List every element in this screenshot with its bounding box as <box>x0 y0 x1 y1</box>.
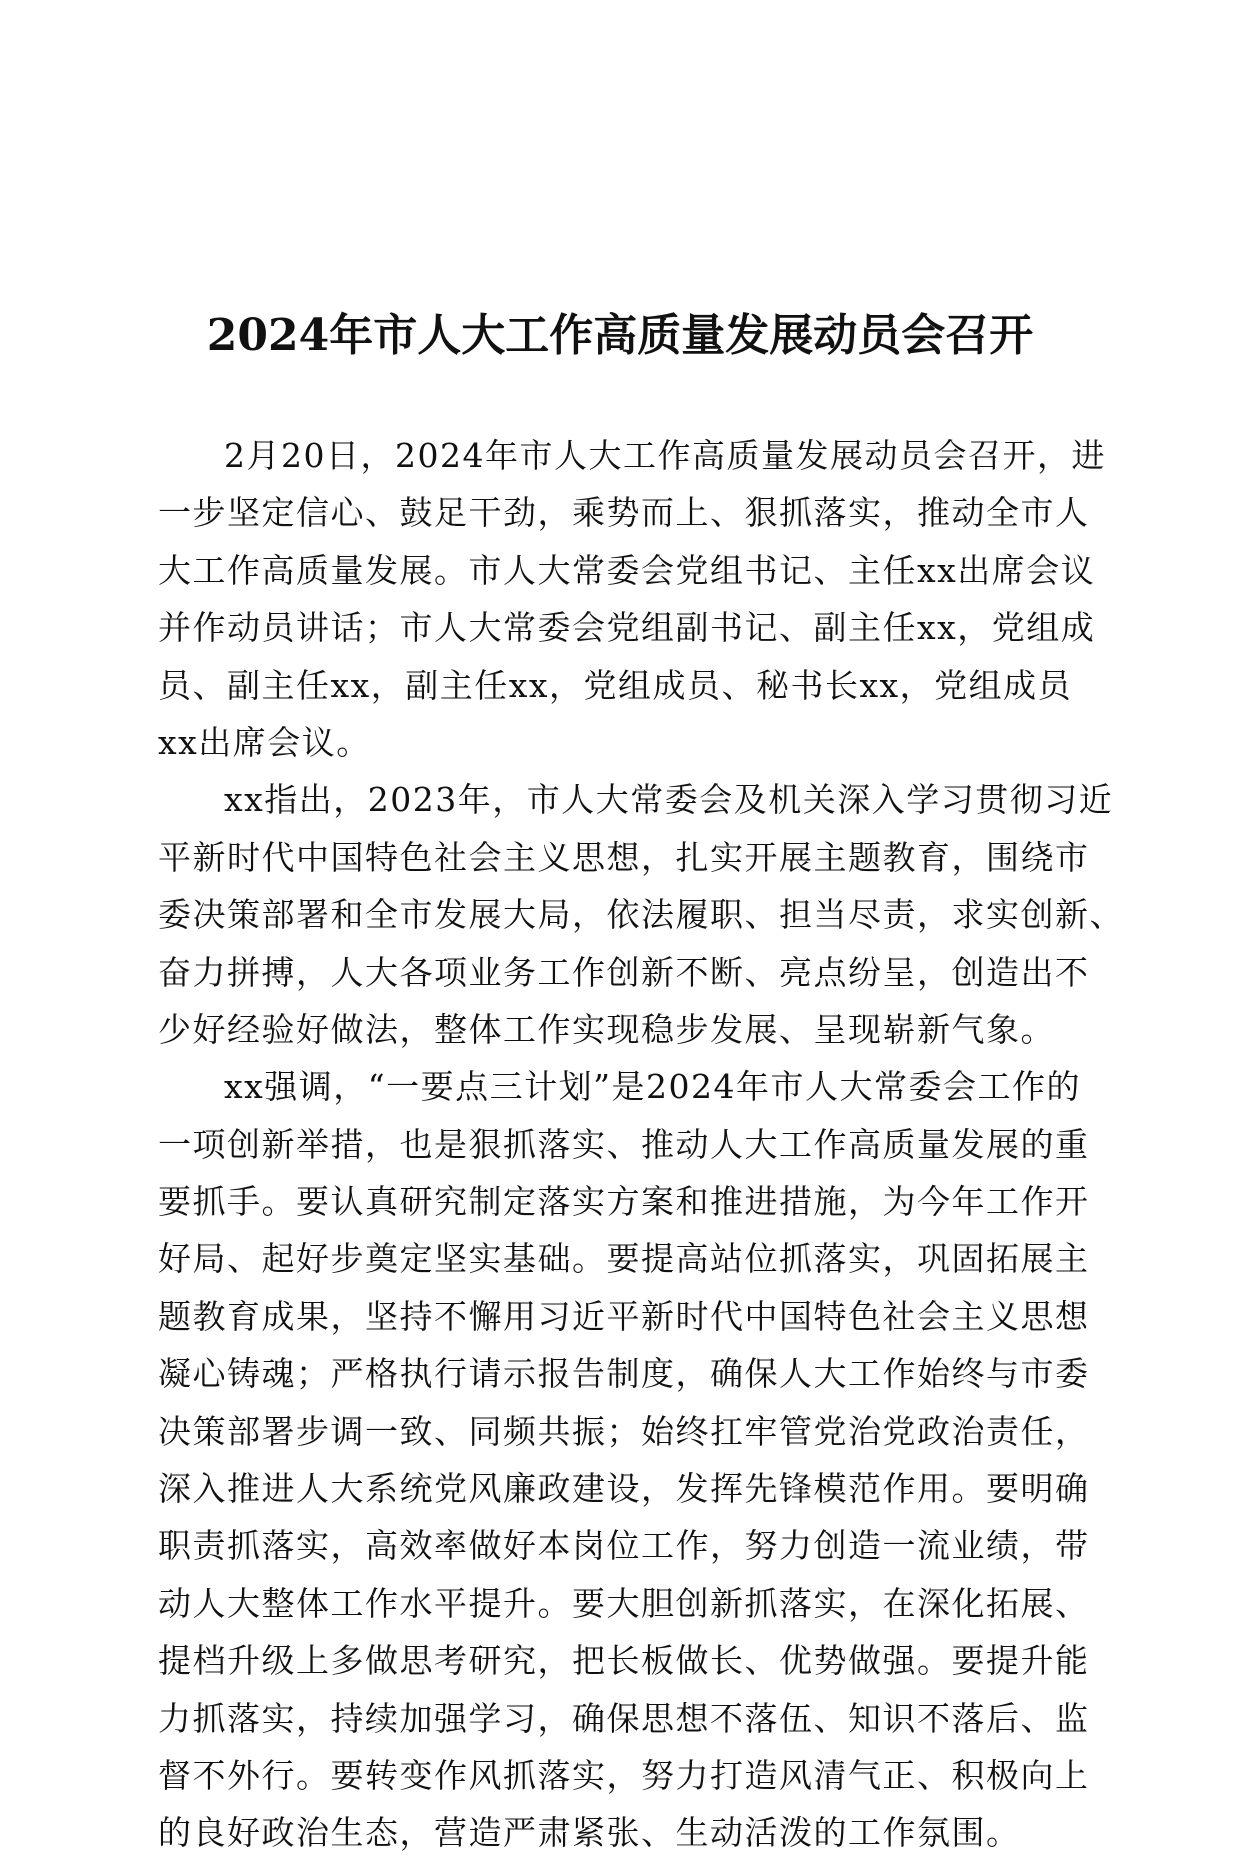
text-line: 一项创新举措，也是狠抓落实、推动人大工作高质量发展的重 <box>158 1124 1090 1164</box>
document-body <box>158 427 1124 1862</box>
text-line: 提档升级上多做思考研究，把长板做长、优势做强。要提升能 <box>158 1641 1090 1681</box>
text-line: 力抓落实，持续加强学习，确保思想不落伍、知识不落后、监 <box>158 1698 1090 1738</box>
document-title: 2024年市人大工作高质量发展动员会召开 <box>206 310 1034 361</box>
text-line: 要抓手。要认真研究制定落实方案和推进措施，为今年工作开 <box>158 1182 1090 1222</box>
text-line: 凝心铸魂；严格执行请示报告制度，确保人大工作始终与市委 <box>158 1354 1090 1394</box>
text-line: 的良好政治生态，营造严肃紧张、生动活泼的工作氛围。 <box>158 1813 1021 1853</box>
text-line: 员、副主任xx，副主任xx，党组成员、秘书长xx，党组成员 <box>158 665 1073 705</box>
text-line: 好局、起好步奠定坚实基础。要提高站位抓落实，巩固拓展主 <box>158 1239 1090 1279</box>
text-line: 深入推进人大系统党风廉政建设，发挥先锋模范作用。要明确 <box>158 1469 1090 1509</box>
text-line: 2月20日，2024年市人大工作高质量发展动员会召开，进 <box>224 436 1106 475</box>
text-line: 少好经验好做法，整体工作实现稳步发展、呈现崭新气象。 <box>158 1009 1055 1049</box>
text-line: xx出席会议。 <box>158 722 371 762</box>
text-line: 一步坚定信心、鼓足干劲，乘势而上、狠抓落实，推动全市人 <box>158 493 1090 533</box>
text-line: 委决策部署和全市发展大局，依法履职、担当尽责，求实创新、 <box>158 895 1124 935</box>
text-line: 督不外行。要转变作风抓落实，努力打造风清气正、积极向上 <box>158 1755 1090 1795</box>
text-line: 动人大整体工作水平提升。要大胆创新抓落实，在深化拓展、 <box>158 1583 1090 1623</box>
text-line: 平新时代中国特色社会主义思想，扎实开展主题教育，围绕市 <box>158 837 1090 877</box>
text-line: 奋力拼搏，人大各项业务工作创新不断、亮点纷呈，创造出不 <box>158 952 1090 992</box>
text-line: 并作动员讲话；市人大常委会党组副书记、副主任xx，党组成 <box>158 608 1096 648</box>
text-line: 决策部署步调一致、同频共振；始终扛牢管党治党政治责任， <box>158 1411 1090 1451</box>
text-line: 职责抓落实，高效率做好本岗位工作，努力创造一流业绩，带 <box>158 1526 1090 1566</box>
text-line: 题教育成果，坚持不懈用习近平新时代中国特色社会主义思想 <box>158 1296 1090 1336</box>
text-line: xx强调，“一要点三计划”是2024年市人大常委会工作的 <box>224 1067 1081 1107</box>
text-line: xx指出，2023年，市人大常委会及机关深入学习贯彻习近 <box>224 780 1114 820</box>
text-line: 大工作高质量发展。市人大常委会党组书记、主任xx出席会议 <box>158 550 1096 590</box>
